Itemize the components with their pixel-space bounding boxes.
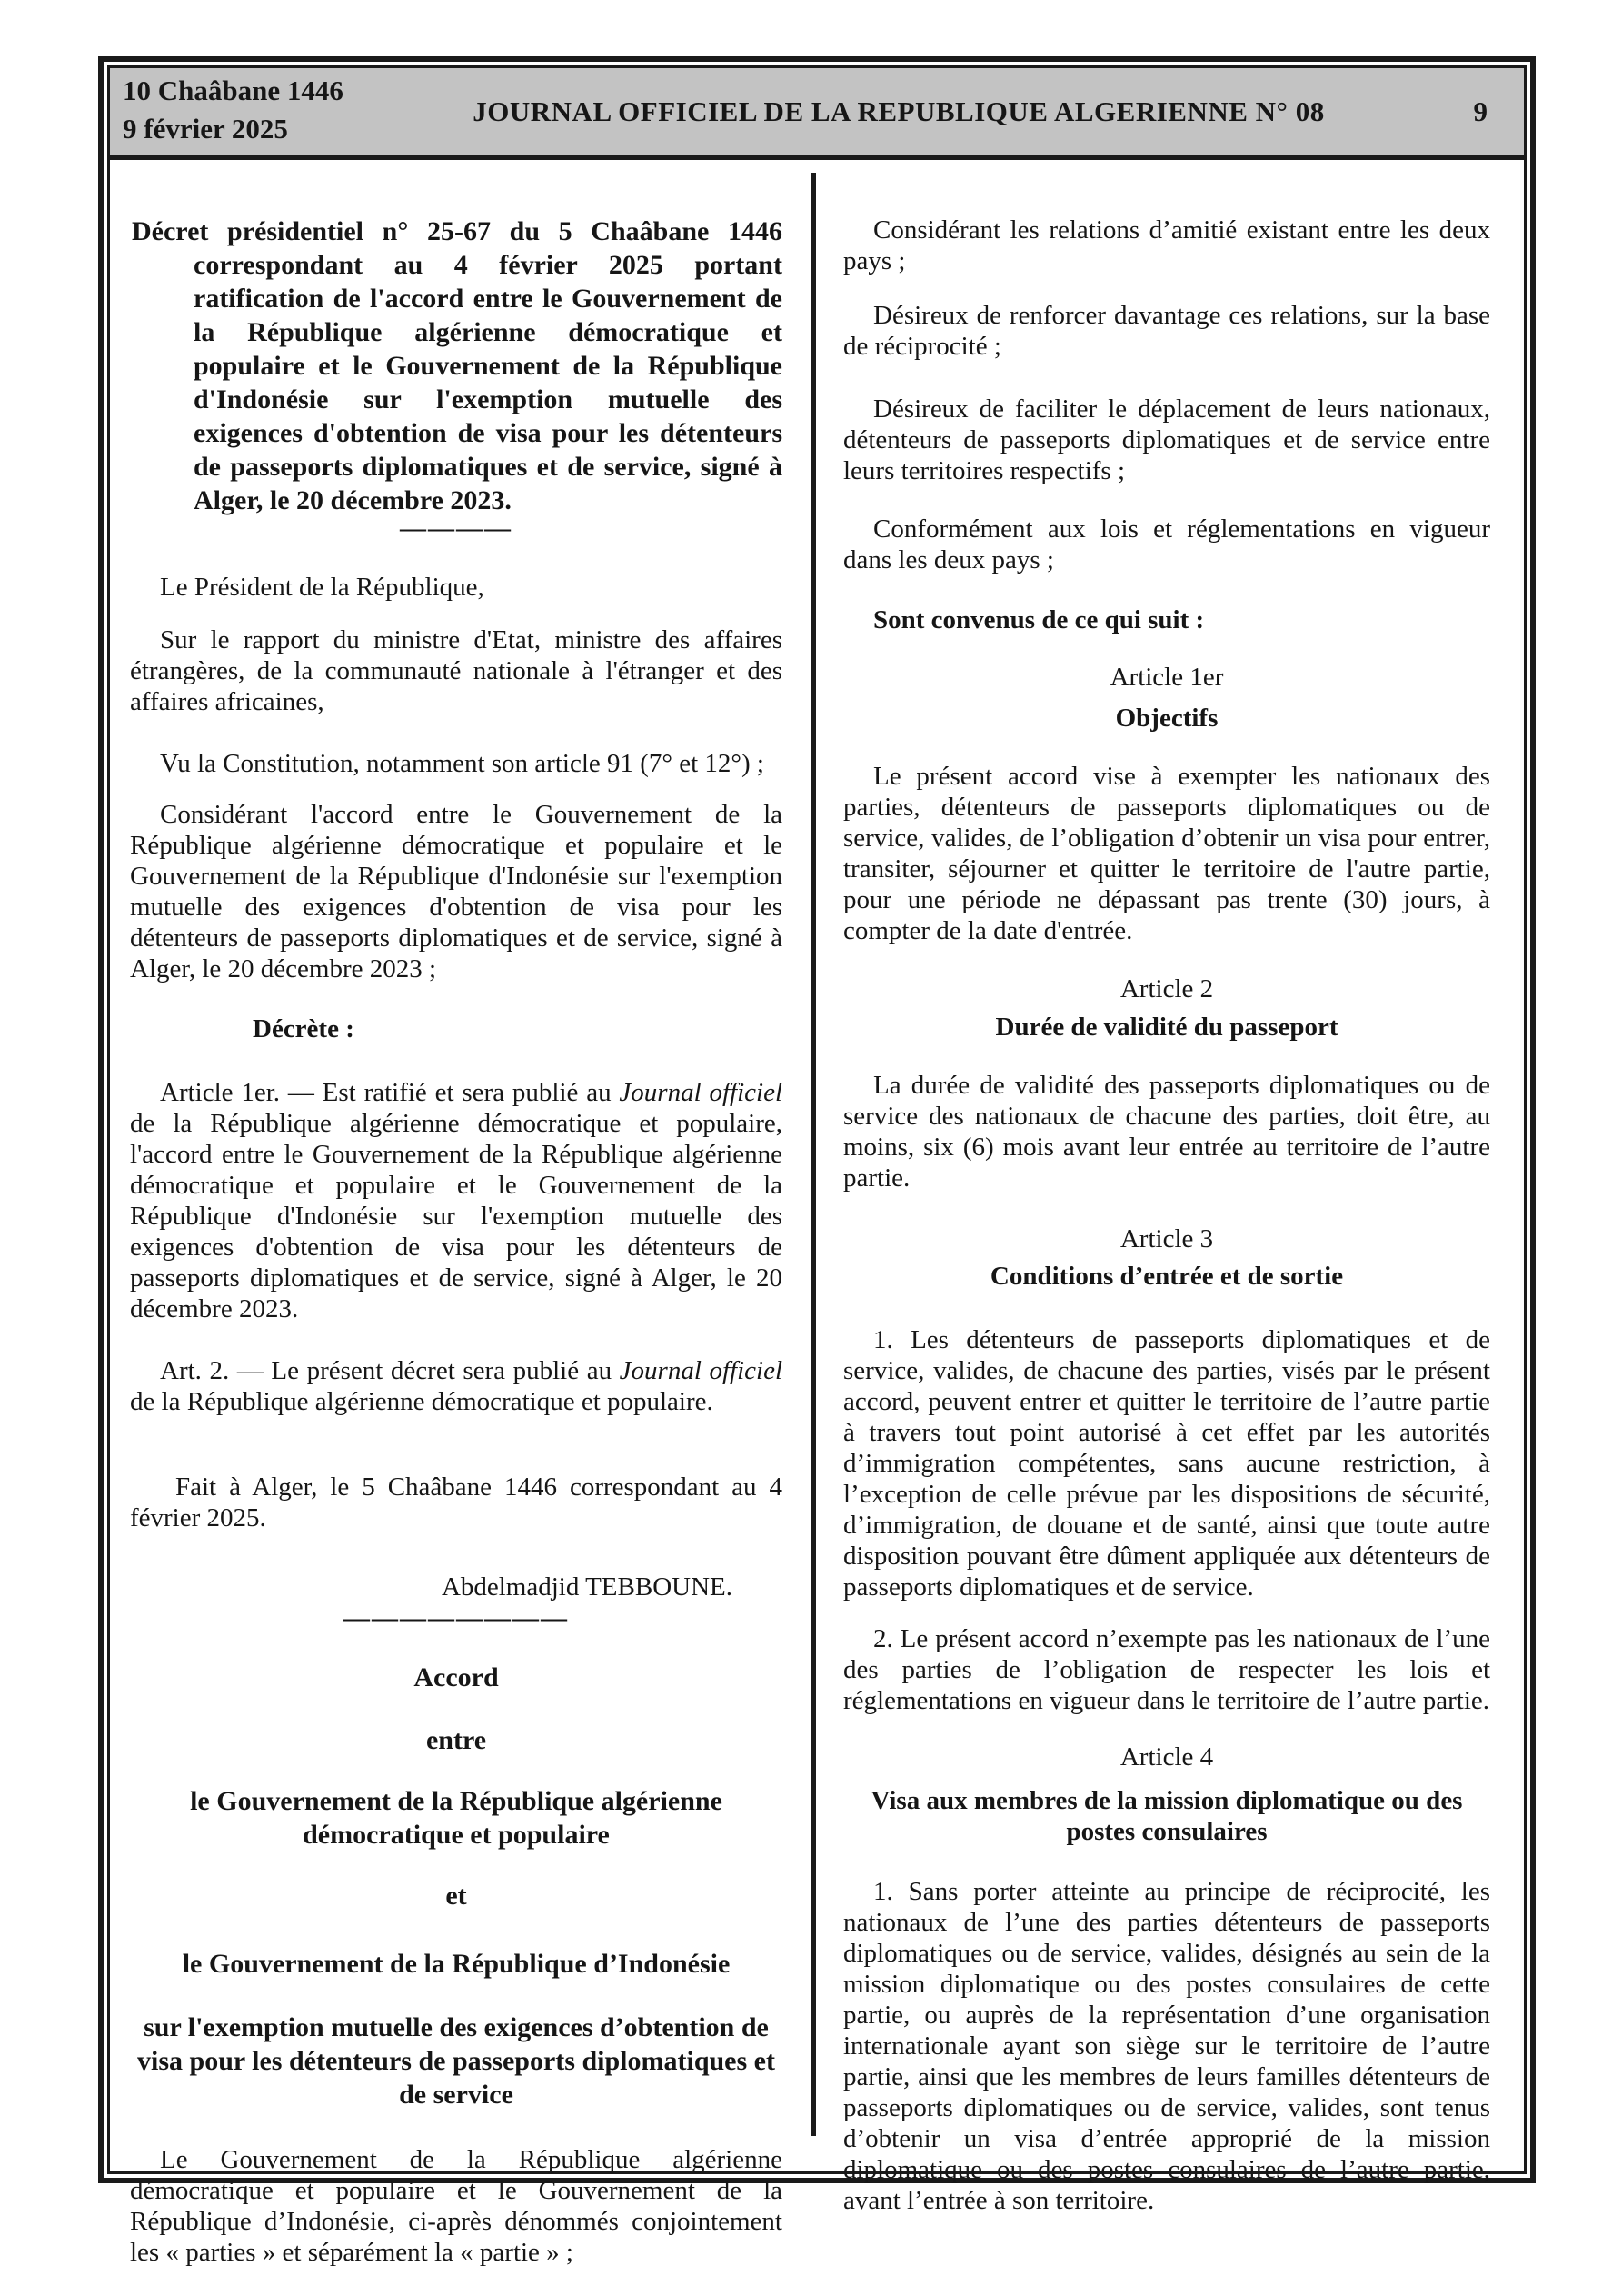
accord-entre: entre: [425, 1725, 487, 1755]
paragraph-considerant-relations: Considérant les relations d’amitié existant entre les deux pays ;: [843, 215, 1490, 275]
article-2-text-end: de la République algérienne démocratique et populaire.: [130, 1387, 713, 1416]
accord-party-1: le Gouvernement de la République algérienne démocratique et populaire: [190, 1786, 722, 1850]
article-2-subtitle: Durée de validité du passeport: [995, 1013, 1338, 1042]
accord-title: Accord: [413, 1662, 499, 1692]
article-3-item-1: 1. Les détenteurs de passeports diplomatiques et de service, valides, de chacune des parties, visés par le présent accord, peuvent entrer et quitter le territoire de l’autre partie à travers tout point autorisé à cet effet par les autorités d’immigration compétentes, sans aucune restriction, à l’exception de celle prévue par les dispositions de sécurité, d’immigration, de douane et de santé, ainsi que toute autre disposition pouvant être dûment appliquée aux détenteurs de passeports diplomatiques et de service.: [843, 1325, 1490, 1602]
column-divider: [811, 173, 816, 2136]
paragraph-preamble-parties: Le Gouvernement de la République algérienne démocratique et populaire et le Gouvernement de la République d’Indonésie, ci-après dénommés conjointement les « parties » et séparément la « partie » ;: [130, 2145, 782, 2267]
paragraph-article-1: [130, 1077, 782, 1324]
article-4-heading: Article 4: [1119, 1742, 1214, 1772]
accord-et: et: [445, 1881, 467, 1911]
article-1-heading: Article 1er: [1110, 663, 1224, 692]
paragraph-article-2: [130, 1355, 782, 1417]
paragraph-president: Le Président de la République,: [160, 573, 484, 602]
paragraph-fait: Fait à Alger, le 5 Chaâbane 1446 correspondant au 4 février 2025.: [130, 1472, 782, 1532]
article-1-italic: Journal officiel: [619, 1078, 782, 1107]
article-2-italic: Journal officiel: [619, 1356, 783, 1385]
accord-subject: sur l'exemption mutuelle des exigences d’obtention de visa pour les détenteurs de passeports diplomatiques et de service: [137, 2012, 775, 2110]
paragraph-rapport: Sur le rapport du ministre d'Etat, ministre des affaires étrangères, de la communauté nationale à l'étranger et des affaires africaines,: [130, 625, 782, 716]
header-date-hijri: 10 Chaâbane 1446: [123, 75, 343, 106]
left-column: [130, 215, 782, 2268]
paragraph-sont-convenus: Sont convenus de ce qui suit :: [873, 605, 1205, 634]
article-2-body: La durée de validité des passeports diplomatiques ou de service des nationaux de chacune des parties, doit être, au moins, six (6) mois avant leur entrée au territoire de l’autre partie.: [843, 1071, 1490, 1193]
header-date-gregorian: 9 février 2025: [123, 113, 288, 145]
page-border: [98, 56, 1536, 2267]
article-1-text-end: de la République algérienne démocratique et populaire, l'accord entre le Gouvernement de la République algérienne démocratique et populaire et le Gouvernement de la République d'Indonésie sur l'exemption mutuelle des exigences d'obtention de visa pour les détenteurs de passeports diplomatiques et de service, signé à Alger, le 20 décembre 2023.: [130, 1109, 782, 1323]
article-3-item-2: 2. Le présent accord n’exempte pas les nationaux de l’une des parties de l’obligation de respecter les lois et réglementations en vigueur dans le territoire de l’autre partie.: [843, 1624, 1490, 1715]
header-band: [110, 68, 1524, 160]
article-2-heading: Article 2: [1119, 974, 1214, 1003]
page-number: 9: [1473, 95, 1488, 127]
article-1-body: Le présent accord vise à exempter les nationaux des parties, détenteurs de passeports diplomatiques ou de service, valides, de l’obligation d’obtenir un visa pour entrer, transiter, séjourner et quitter le territoire de l'autre partie, pour une période ne dépassant pas trente (30) jours, à compter de la date d'entrée.: [843, 762, 1490, 945]
article-3-heading: Article 3: [1119, 1224, 1214, 1253]
paragraph-desireux-renforcer: Désireux de renforcer davantage ces relations, sur la base de réciprocité ;: [843, 301, 1490, 361]
paragraph-considerant: Considérant l'accord entre le Gouvernement de la République algérienne démocratique et populaire et le Gouvernement de la République d'Indonésie sur l'exemption mutuelle des exigences d'obtention de visa pour les détenteurs de passeports diplomatiques et de service, signé à Alger, le 20 décembre 2023 ;: [130, 800, 782, 983]
page-inner-border: [107, 65, 1527, 2267]
paragraph-desireux-faciliter: Désireux de faciliter le déplacement de leurs nationaux, détenteurs de passeports diplomatiques et de service entre leurs territoires respectifs ;: [843, 394, 1490, 485]
article-4-subtitle: Visa aux membres de la mission diplomatique ou des postes consulaires: [871, 1786, 1463, 1846]
article-1-subtitle: Objectifs: [1115, 704, 1219, 733]
article-4-item-1: 1. Sans porter atteinte au principe de réciprocité, les nationaux de l’une des parties détenteurs de passeports diplomatiques ou de service, valides, désignés au sein de la mission diplomatique ou des postes consulaires de cette partie, ou auprès de la représentation d’une organisation internationale ayant son siège sur le territoire de l’autre partie, ainsi que les membres de leurs familles détenteurs de passeports diplomatiques ou de service, valides, sont tenus d’obtenir un visa d’entrée approprié de la mission diplomatique ou des postes consulaires de l’autre partie, avant l’entrée à son territoire.: [843, 1877, 1490, 2215]
paragraph-constitution: Vu la Constitution, notamment son article 91 (7° et 12°) ;: [160, 749, 764, 778]
signature: Abdelmadjid TEBBOUNE.: [441, 1572, 732, 1602]
journal-title: JOURNAL OFFICIEL DE LA REPUBLIQUE ALGERIENNE N° 08: [473, 95, 1325, 127]
separator-short: ————: [400, 514, 512, 543]
paragraph-conformement: Conformément aux lois et réglementations en vigueur dans les deux pays ;: [843, 514, 1490, 574]
article-3-subtitle: Conditions d’entrée et de sortie: [990, 1262, 1344, 1291]
article-1-text: Article 1er. — Est ratifié et sera publié au: [160, 1078, 620, 1107]
accord-party-2: le Gouvernement de la République d’Indonésie: [182, 1949, 731, 1979]
article-2-text: Art. 2. — Le présent décret sera publié au: [160, 1356, 620, 1385]
decree-title: Décret présidentiel n° 25-67 du 5 Chaâbane 1446 correspondant au 4 février 2025 portant ratification de l'accord entre le Gouvernement de la République algérienne démocratique et populaire et le Gouvernement de la République d'Indonésie sur l'exemption mutuelle des exigences d'obtention de visa pour les détenteurs de passeports diplomatiques et de service, signé à Alger, le 20 décembre 2023.: [132, 216, 782, 515]
separator-long: ————————: [343, 1603, 569, 1632]
decrete-label: Décrète :: [253, 1014, 354, 1043]
right-column: [843, 215, 1490, 2216]
